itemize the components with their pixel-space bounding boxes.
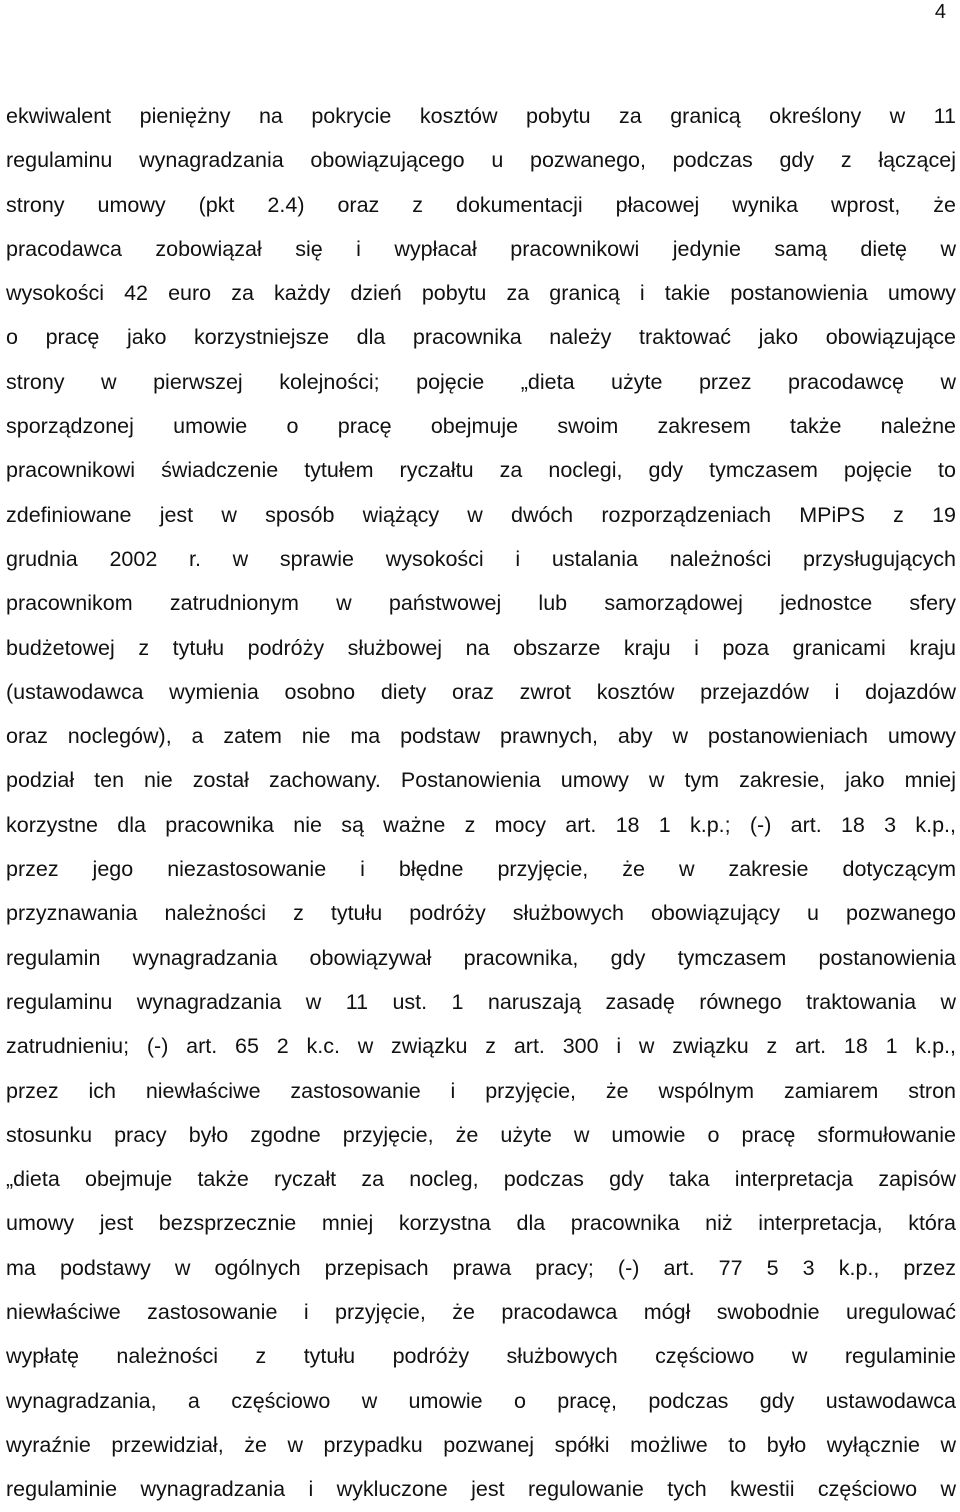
text-line: regulaminie wynagradzania i wykluczone jest regulowanie tych kwestii częściowo w [6, 1477, 956, 1502]
text-line: pracodawca zobowiązał się i wypłacał pracownikowi jedynie samą dietę w [6, 236, 956, 261]
text-line: wypłatę należności z tytułu podróży służbowych częściowo w regulaminie [6, 1344, 956, 1369]
text-line: strony umowy (pkt 2.4) oraz z dokumentacji płacowej wynika wprost, że [6, 192, 956, 217]
text-line: „dieta obejmuje także ryczałt za nocleg, podczas gdy taka interpretacja zapisów [6, 1167, 956, 1192]
text-line: przyznawania należności z tytułu podróży służbowych obowiązujący u pozwanego [6, 901, 956, 926]
text-line: pracownikom zatrudnionym w państwowej lub samorządowej jednostce sfery [6, 591, 956, 616]
text-line: regulaminu wynagradzania w 11 ust. 1 naruszają zasadę równego traktowania w [6, 989, 956, 1014]
text-line: wynagradzania, a częściowo w umowie o pracę, podczas gdy ustawodawca [6, 1388, 956, 1413]
text-line: regulamin wynagradzania obowiązywał pracownika, gdy tymczasem postanowienia [6, 945, 956, 970]
text-line: budżetowej z tytułu podróży służbowej na obszarze kraju i poza granicami kraju [6, 635, 956, 660]
text-line: wysokości 42 euro za każdy dzień pobytu za granicą i takie postanowienia umowy [6, 281, 956, 306]
text-line: stosunku pracy było zgodne przyjęcie, że użyte w umowie o pracę sformułowanie [6, 1122, 956, 1147]
text-line: ma podstawy w ogólnych przepisach prawa pracy; (-) art. 77 5 3 k.p., przez [6, 1255, 956, 1280]
text-line: oraz noclegów), a zatem nie ma podstaw prawnych, aby w postanowieniach umowy [6, 724, 956, 749]
text-line: ekwiwalent pieniężny na pokrycie kosztów pobytu za granicą określony w 11 [6, 104, 956, 128]
text-line: podział ten nie został zachowany. Postanowienia umowy w tym zakresie, jako mniej [6, 768, 956, 793]
text-line: strony w pierwszej kolejności; pojęcie „dieta użyte przez pracodawcę w [6, 369, 956, 394]
text-line: (ustawodawca wymienia osobno diety oraz zwrot kosztów przejazdów i dojazdów [6, 679, 956, 704]
text-line: przez jego niezastosowanie i błędne przyjęcie, że w zakresie dotyczącym [6, 857, 956, 882]
page-number: 4 [934, 1, 946, 23]
text-line: sporządzonej umowie o pracę obejmuje swoim zakresem także należne [6, 414, 956, 439]
text-line: wyraźnie przewidział, że w przypadku pozwanej spółki możliwe to było wyłącznie w [6, 1432, 956, 1457]
text-line: umowy jest bezsprzecznie mniej korzystna dla pracownika niż interpretacja, która [6, 1211, 956, 1236]
text-line: przez ich niewłaściwe zastosowanie i przyjęcie, że wspólnym zamiarem stron [6, 1078, 956, 1103]
text-line: grudnia 2002 r. w sprawie wysokości i ustalania należności przysługujących [6, 546, 956, 571]
body-text [6, 94, 956, 1512]
text-line: pracownikowi świadczenie tytułem ryczałtu za noclegi, gdy tymczasem pojęcie to [6, 458, 956, 483]
text-line: niewłaściwe zastosowanie i przyjęcie, że pracodawca mógł swobodnie uregulować [6, 1300, 956, 1325]
text-line: o pracę jako korzystniejsze dla pracownika należy traktować jako obowiązujące [6, 325, 956, 350]
text-line: zatrudnieniu; (-) art. 65 2 k.c. w związku z art. 300 i w związku z art. 18 1 k.p., [6, 1034, 956, 1059]
text-line: regulaminu wynagradzania obowiązującego u pozwanego, podczas gdy z łączącej [6, 148, 956, 173]
text-line: zdefiniowane jest w sposób wiążący w dwóch rozporządzeniach MPiPS z 19 [6, 502, 956, 527]
text-line: korzystne dla pracownika nie są ważne z mocy art. 18 1 k.p.; (-) art. 18 3 k.p., [6, 812, 956, 837]
